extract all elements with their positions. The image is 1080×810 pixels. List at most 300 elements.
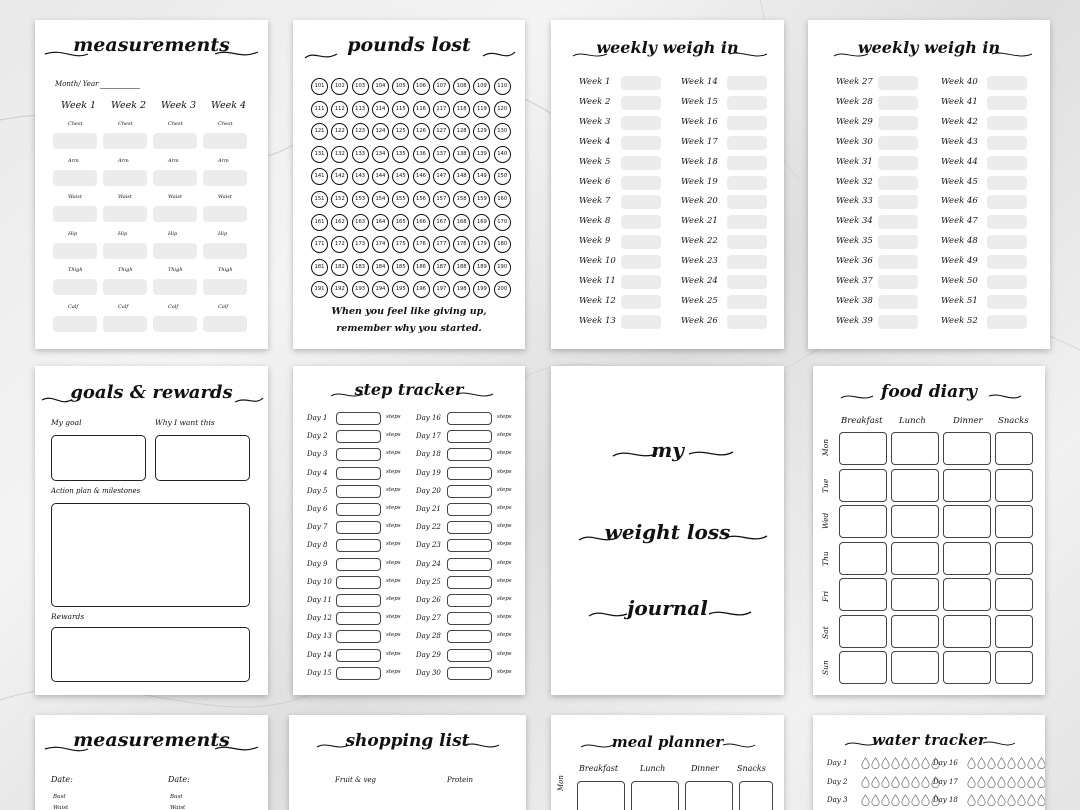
water-drop-icon[interactable] (987, 776, 996, 788)
weigh-input[interactable] (621, 156, 661, 170)
water-drop-icon[interactable] (911, 776, 920, 788)
pound-circle[interactable]: 192 (331, 281, 348, 298)
steps-input[interactable] (336, 485, 381, 498)
pound-circle[interactable]: 177 (433, 236, 450, 253)
pound-circle[interactable]: 190 (494, 259, 511, 276)
water-drop-icon[interactable] (1007, 794, 1016, 806)
measure-input[interactable] (53, 316, 97, 332)
food-entry-box[interactable] (891, 651, 939, 684)
pound-circle[interactable]: 155 (392, 191, 409, 208)
food-entry-box[interactable] (839, 615, 887, 648)
title-swash (43, 42, 260, 62)
pound-circle[interactable]: 131 (311, 146, 328, 163)
weigh-input[interactable] (621, 235, 661, 249)
steps-input[interactable] (447, 594, 492, 607)
steps-input[interactable] (447, 649, 492, 662)
pound-circle[interactable]: 161 (311, 214, 328, 231)
pound-circle[interactable]: 114 (372, 101, 389, 118)
weigh-input[interactable] (727, 116, 767, 130)
pound-circle[interactable]: 112 (331, 101, 348, 118)
water-drop-icon[interactable] (891, 794, 900, 806)
steps-input[interactable] (447, 558, 492, 571)
steps-input[interactable] (336, 521, 381, 534)
steps-input[interactable] (447, 576, 492, 589)
day-label: Day 1 (827, 759, 848, 767)
step-tracker-page (293, 366, 525, 695)
water-drop-icon[interactable] (1017, 757, 1026, 769)
weigh-input[interactable] (878, 195, 918, 209)
pound-circle[interactable]: 154 (372, 191, 389, 208)
weigh-input[interactable] (727, 136, 767, 150)
steps-input[interactable] (336, 558, 381, 571)
pound-circle[interactable]: 180 (494, 236, 511, 253)
food-entry-box[interactable] (995, 469, 1033, 502)
food-entry-box[interactable] (891, 615, 939, 648)
pound-circle[interactable]: 173 (352, 236, 369, 253)
water-drop-icon[interactable] (891, 757, 900, 769)
pound-circle[interactable]: 116 (413, 101, 430, 118)
pound-circle[interactable]: 123 (352, 123, 369, 140)
pound-circle[interactable]: 144 (372, 168, 389, 185)
steps-input[interactable] (336, 412, 381, 425)
pound-circle[interactable]: 194 (372, 281, 389, 298)
measure-input[interactable] (53, 170, 97, 186)
steps-input[interactable] (336, 612, 381, 625)
pound-circle[interactable]: 171 (311, 236, 328, 253)
pound-circle[interactable]: 146 (413, 168, 430, 185)
pound-circle[interactable]: 169 (473, 214, 490, 231)
steps-input[interactable] (447, 485, 492, 498)
food-entry-box[interactable] (943, 651, 991, 684)
steps-input[interactable] (447, 467, 492, 480)
day-label: Day 28 (416, 632, 441, 641)
water-drop-icon[interactable] (881, 794, 890, 806)
water-drop-icon[interactable] (1007, 757, 1016, 769)
food-entry-box[interactable] (839, 578, 887, 611)
measure-input[interactable] (203, 170, 247, 186)
meal-box[interactable] (631, 781, 679, 810)
water-drop-icon[interactable] (881, 776, 890, 788)
weigh-input[interactable] (878, 96, 918, 110)
food-entry-box[interactable] (891, 432, 939, 465)
pound-circle[interactable]: 127 (433, 123, 450, 140)
weigh-input[interactable] (621, 215, 661, 229)
pound-circle[interactable]: 157 (433, 191, 450, 208)
food-entry-box[interactable] (995, 432, 1033, 465)
my-goal-box[interactable] (51, 435, 146, 481)
weigh-input[interactable] (987, 315, 1027, 329)
pound-circle[interactable]: 107 (433, 78, 450, 95)
water-drop-icon[interactable] (901, 794, 910, 806)
food-entry-box[interactable] (839, 505, 887, 538)
title-swash (297, 737, 519, 755)
pound-circle[interactable]: 186 (413, 259, 430, 276)
water-drop-icon[interactable] (861, 776, 870, 788)
measure-input[interactable] (103, 206, 147, 222)
weigh-input[interactable] (727, 315, 767, 329)
pound-circle[interactable]: 196 (413, 281, 430, 298)
water-drop-icon[interactable] (987, 794, 996, 806)
meal-box[interactable] (577, 781, 625, 810)
water-drop-icon[interactable] (1037, 794, 1045, 806)
weigh-input[interactable] (987, 255, 1027, 269)
weigh-input[interactable] (987, 116, 1027, 130)
pound-circle[interactable]: 184 (372, 259, 389, 276)
weigh-input[interactable] (727, 255, 767, 269)
water-drop-icon[interactable] (1007, 776, 1016, 788)
page-title: weekly weigh in (596, 38, 739, 57)
pound-circle[interactable]: 135 (392, 146, 409, 163)
water-drop-icon[interactable] (997, 794, 1006, 806)
pound-circle[interactable]: 138 (453, 146, 470, 163)
weigh-input[interactable] (727, 176, 767, 190)
pound-circle[interactable]: 175 (392, 236, 409, 253)
water-drop-icon[interactable] (977, 776, 986, 788)
week-label: Week 19 (681, 176, 718, 187)
measure-input[interactable] (153, 279, 197, 295)
pound-circle[interactable]: 191 (311, 281, 328, 298)
pound-circle[interactable]: 142 (331, 168, 348, 185)
pound-circle[interactable]: 133 (352, 146, 369, 163)
measure-input[interactable] (153, 206, 197, 222)
pound-circle[interactable]: 187 (433, 259, 450, 276)
weigh-input[interactable] (621, 96, 661, 110)
measure-input[interactable] (203, 133, 247, 149)
weigh-input[interactable] (621, 76, 661, 90)
pound-circle[interactable]: 172 (331, 236, 348, 253)
weigh-input[interactable] (621, 176, 661, 190)
weigh-input[interactable] (727, 215, 767, 229)
water-drop-icon[interactable] (921, 794, 930, 806)
pound-circle[interactable]: 198 (453, 281, 470, 298)
pound-circle[interactable]: 195 (392, 281, 409, 298)
weigh-input[interactable] (878, 315, 918, 329)
weigh-input[interactable] (987, 295, 1027, 309)
water-drop-icon[interactable] (1037, 776, 1045, 788)
food-entry-box[interactable] (839, 542, 887, 575)
pound-circle[interactable]: 113 (352, 101, 369, 118)
steps-input[interactable] (447, 521, 492, 534)
weigh-input[interactable] (621, 275, 661, 289)
weigh-input[interactable] (987, 195, 1027, 209)
pound-circle[interactable]: 110 (494, 78, 511, 95)
pound-circle[interactable]: 122 (331, 123, 348, 140)
pound-circle[interactable]: 170 (494, 214, 511, 231)
pound-circle[interactable]: 119 (473, 101, 490, 118)
food-entry-box[interactable] (839, 469, 887, 502)
steps-input[interactable] (336, 430, 381, 443)
pound-circle[interactable]: 137 (433, 146, 450, 163)
pound-circle[interactable]: 159 (473, 191, 490, 208)
water-drop-icon[interactable] (1017, 776, 1026, 788)
water-drop-icon[interactable] (1027, 757, 1036, 769)
measure-input[interactable] (53, 206, 97, 222)
weigh-input[interactable] (878, 295, 918, 309)
weigh-input[interactable] (727, 156, 767, 170)
food-entry-box[interactable] (943, 469, 991, 502)
water-drop-icon[interactable] (967, 757, 976, 769)
food-entry-box[interactable] (943, 505, 991, 538)
why-box[interactable] (155, 435, 250, 481)
pound-circle[interactable]: 185 (392, 259, 409, 276)
weigh-input[interactable] (987, 96, 1027, 110)
water-drop-icon[interactable] (891, 776, 900, 788)
weigh-input[interactable] (878, 116, 918, 130)
pound-circle[interactable]: 164 (372, 214, 389, 231)
rewards-box[interactable] (51, 627, 250, 682)
food-entry-box[interactable] (891, 469, 939, 502)
food-entry-box[interactable] (995, 651, 1033, 684)
pound-circle[interactable]: 197 (433, 281, 450, 298)
water-drop-icon[interactable] (967, 794, 976, 806)
pound-circle[interactable]: 148 (453, 168, 470, 185)
pound-circle[interactable]: 102 (331, 78, 348, 95)
pound-circle[interactable]: 163 (352, 214, 369, 231)
food-entry-box[interactable] (943, 578, 991, 611)
pound-circle[interactable]: 153 (352, 191, 369, 208)
food-entry-box[interactable] (891, 505, 939, 538)
weigh-input[interactable] (727, 76, 767, 90)
measure-input[interactable] (103, 316, 147, 332)
pound-circle[interactable]: 182 (331, 259, 348, 276)
pound-circle[interactable]: 103 (352, 78, 369, 95)
steps-input[interactable] (447, 448, 492, 461)
water-drop-icon[interactable] (997, 757, 1006, 769)
weigh-input[interactable] (987, 176, 1027, 190)
measure-input[interactable] (203, 243, 247, 259)
pound-circle[interactable]: 118 (453, 101, 470, 118)
water-drop-icon[interactable] (911, 794, 920, 806)
weigh-input[interactable] (727, 295, 767, 309)
water-drop-icon[interactable] (977, 794, 986, 806)
measure-input[interactable] (203, 279, 247, 295)
measure-input[interactable] (103, 170, 147, 186)
weigh-input[interactable] (878, 156, 918, 170)
pound-circle[interactable]: 132 (331, 146, 348, 163)
pound-circle[interactable]: 156 (413, 191, 430, 208)
weigh-input[interactable] (727, 195, 767, 209)
pound-circle[interactable]: 143 (352, 168, 369, 185)
steps-input[interactable] (336, 667, 381, 680)
measure-input[interactable] (203, 206, 247, 222)
weigh-input[interactable] (878, 176, 918, 190)
measure-input[interactable] (153, 243, 197, 259)
day-label: Day 7 (307, 523, 328, 532)
food-entry-box[interactable] (839, 432, 887, 465)
measure-input[interactable] (203, 316, 247, 332)
weigh-input[interactable] (621, 315, 661, 329)
weigh-input[interactable] (621, 195, 661, 209)
steps-input[interactable] (336, 467, 381, 480)
weigh-input[interactable] (878, 136, 918, 150)
pound-circle[interactable]: 105 (392, 78, 409, 95)
weigh-input[interactable] (987, 275, 1027, 289)
weigh-input[interactable] (987, 136, 1027, 150)
pound-circle[interactable]: 181 (311, 259, 328, 276)
measure-input[interactable] (53, 133, 97, 149)
pound-circle[interactable]: 109 (473, 78, 490, 95)
pound-circle[interactable]: 130 (494, 123, 511, 140)
measure-input[interactable] (103, 279, 147, 295)
pound-circle[interactable]: 129 (473, 123, 490, 140)
weigh-input[interactable] (987, 156, 1027, 170)
water-drop-icon[interactable] (881, 757, 890, 769)
water-drop-icon[interactable] (911, 757, 920, 769)
measure-input[interactable] (153, 170, 197, 186)
steps-unit: steps (497, 432, 512, 439)
measure-input[interactable] (103, 133, 147, 149)
weigh-input[interactable] (727, 235, 767, 249)
month-year-line[interactable] (100, 88, 140, 89)
water-drop-icon[interactable] (871, 776, 880, 788)
water-drop-icon[interactable] (901, 757, 910, 769)
steps-input[interactable] (447, 612, 492, 625)
measure-label: Calf (218, 303, 229, 310)
steps-input[interactable] (447, 503, 492, 516)
pound-circle[interactable]: 158 (453, 191, 470, 208)
pound-circle[interactable]: 134 (372, 146, 389, 163)
weigh-input[interactable] (878, 275, 918, 289)
pound-circle[interactable]: 150 (494, 168, 511, 185)
pound-circle[interactable]: 162 (331, 214, 348, 231)
pound-circle[interactable]: 199 (473, 281, 490, 298)
weigh-input[interactable] (621, 136, 661, 150)
measure-input[interactable] (153, 133, 197, 149)
pound-circle[interactable]: 124 (372, 123, 389, 140)
weigh-input[interactable] (987, 235, 1027, 249)
water-drop-icon[interactable] (967, 776, 976, 788)
pound-circle[interactable]: 200 (494, 281, 511, 298)
pound-circle[interactable]: 115 (392, 101, 409, 118)
pound-circle[interactable]: 167 (433, 214, 450, 231)
pound-circle[interactable]: 179 (473, 236, 490, 253)
pound-circle[interactable]: 145 (392, 168, 409, 185)
weigh-input[interactable] (727, 96, 767, 110)
pound-circle[interactable]: 152 (331, 191, 348, 208)
water-drop-icon[interactable] (987, 757, 996, 769)
measure-input[interactable] (103, 243, 147, 259)
pound-circle[interactable]: 128 (453, 123, 470, 140)
pound-circle[interactable]: 117 (433, 101, 450, 118)
water-drop-icon[interactable] (901, 776, 910, 788)
food-entry-box[interactable] (995, 578, 1033, 611)
water-drop-icon[interactable] (1017, 794, 1026, 806)
weigh-input[interactable] (621, 255, 661, 269)
food-entry-box[interactable] (995, 542, 1033, 575)
water-drop-icon[interactable] (1027, 776, 1036, 788)
meal-box[interactable] (739, 781, 773, 810)
pound-circle[interactable]: 139 (473, 146, 490, 163)
pound-circle[interactable]: 101 (311, 78, 328, 95)
steps-input[interactable] (447, 412, 492, 425)
steps-input[interactable] (336, 649, 381, 662)
steps-input[interactable] (336, 594, 381, 607)
steps-input[interactable] (447, 430, 492, 443)
steps-input[interactable] (336, 503, 381, 516)
pound-circle[interactable]: 111 (311, 101, 328, 118)
steps-input[interactable] (336, 539, 381, 552)
food-entry-box[interactable] (943, 432, 991, 465)
pound-circle[interactable]: 125 (392, 123, 409, 140)
pound-circle[interactable]: 126 (413, 123, 430, 140)
measure-input[interactable] (53, 279, 97, 295)
weigh-input[interactable] (621, 116, 661, 130)
food-entry-box[interactable] (839, 651, 887, 684)
measure-input[interactable] (153, 316, 197, 332)
water-drop-icon[interactable] (977, 757, 986, 769)
measure-input[interactable] (53, 243, 97, 259)
weigh-input[interactable] (727, 275, 767, 289)
water-drop-icon[interactable] (861, 794, 870, 806)
steps-input[interactable] (336, 576, 381, 589)
steps-input[interactable] (447, 630, 492, 643)
water-drop-icon[interactable] (921, 776, 930, 788)
pound-circle[interactable]: 136 (413, 146, 430, 163)
weigh-input[interactable] (987, 76, 1027, 90)
food-entry-box[interactable] (995, 505, 1033, 538)
food-entry-box[interactable] (943, 542, 991, 575)
pound-circle[interactable]: 147 (433, 168, 450, 185)
pound-circle[interactable]: 141 (311, 168, 328, 185)
weigh-input[interactable] (878, 255, 918, 269)
weigh-input[interactable] (621, 295, 661, 309)
pound-circle[interactable]: 121 (311, 123, 328, 140)
pound-circle[interactable]: 151 (311, 191, 328, 208)
water-drop-icon[interactable] (921, 757, 930, 769)
pound-circle[interactable]: 165 (392, 214, 409, 231)
food-entry-box[interactable] (891, 578, 939, 611)
pound-circle[interactable]: 193 (352, 281, 369, 298)
pound-circle[interactable]: 168 (453, 214, 470, 231)
steps-input[interactable] (447, 667, 492, 680)
weigh-input[interactable] (878, 235, 918, 249)
pound-circle[interactable]: 149 (473, 168, 490, 185)
weigh-input[interactable] (878, 76, 918, 90)
pound-circle[interactable]: 183 (352, 259, 369, 276)
pound-circle[interactable]: 166 (413, 214, 430, 231)
food-entry-box[interactable] (995, 615, 1033, 648)
pound-circle[interactable]: 104 (372, 78, 389, 95)
pound-circle[interactable]: 189 (473, 259, 490, 276)
pound-circle[interactable]: 140 (494, 146, 511, 163)
day-label: Day 8 (307, 541, 328, 550)
water-drop-icon[interactable] (1027, 794, 1036, 806)
pound-circle[interactable]: 106 (413, 78, 430, 95)
pound-circle[interactable]: 160 (494, 191, 511, 208)
pound-circle[interactable]: 108 (453, 78, 470, 95)
water-drop-icon[interactable] (871, 794, 880, 806)
meal-box[interactable] (685, 781, 733, 810)
food-entry-box[interactable] (891, 542, 939, 575)
steps-input[interactable] (336, 448, 381, 461)
water-drop-icon[interactable] (1037, 757, 1045, 769)
pound-circle[interactable]: 176 (413, 236, 430, 253)
day-label: Day 24 (416, 559, 441, 568)
water-drop-icon[interactable] (861, 757, 870, 769)
water-drop-icon[interactable] (871, 757, 880, 769)
weigh-input[interactable] (987, 215, 1027, 229)
steps-input[interactable] (447, 539, 492, 552)
weigh-input[interactable] (878, 215, 918, 229)
action-plan-box[interactable] (51, 503, 250, 607)
food-entry-box[interactable] (943, 615, 991, 648)
steps-input[interactable] (336, 630, 381, 643)
pound-circle[interactable]: 178 (453, 236, 470, 253)
water-drop-icon[interactable] (997, 776, 1006, 788)
pound-circle[interactable]: 174 (372, 236, 389, 253)
pound-circle[interactable]: 120 (494, 101, 511, 118)
pound-circle[interactable]: 188 (453, 259, 470, 276)
